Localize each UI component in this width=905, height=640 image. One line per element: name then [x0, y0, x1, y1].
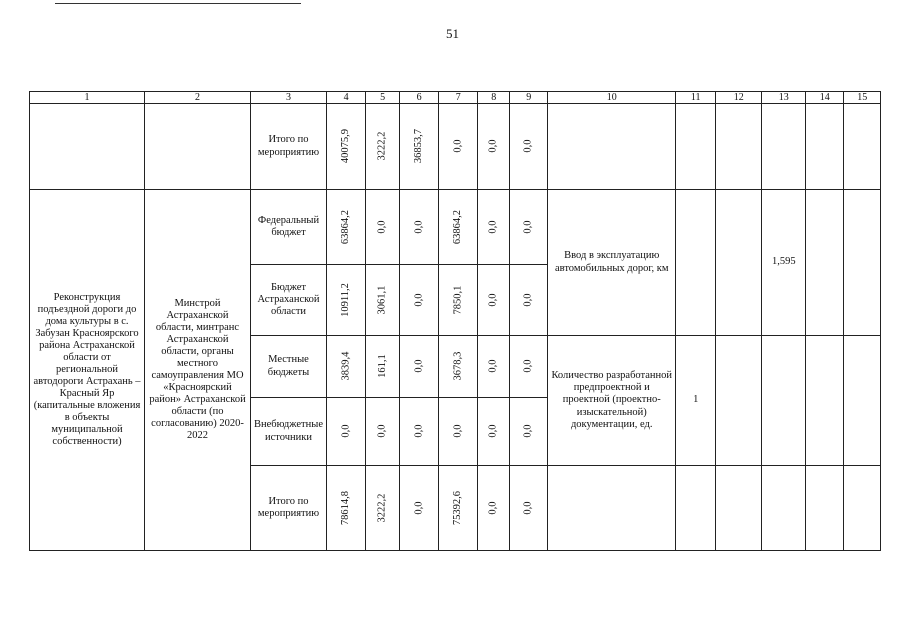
project-name: Реконструкция подъездной дороги до дома культуры в с. Забузан Красноярского района Астраханской области от региональной автодороги Астрахань – Красный Яр (капитальные вложения в объекты муниципальной собственности) [30, 190, 145, 551]
page-number: 51 [446, 26, 459, 41]
header-cell: 12 [716, 92, 762, 104]
value-cell: 0,0 [400, 190, 439, 265]
empty-cell [762, 466, 806, 551]
value-cell: 161,1 [366, 336, 400, 398]
value-cell: 0,0 [366, 398, 400, 466]
value-cell: 3678,3 [439, 336, 478, 398]
empty-cell [716, 104, 762, 190]
value-cell: 0,0 [478, 104, 510, 190]
value-cell: 0,0 [510, 466, 548, 551]
header-row [30, 92, 881, 104]
value-cell: 0,0 [439, 104, 478, 190]
value-cell: 0,0 [439, 398, 478, 466]
indicator-text: Ввод в эксплуатацию автомобильных дорог, км [548, 190, 676, 336]
value-cell: 7850,1 [439, 265, 478, 336]
indicator-col14 [806, 190, 844, 336]
value-cell: 0,0 [510, 398, 548, 466]
empty-cell [806, 104, 844, 190]
indicator-col14 [806, 336, 844, 466]
value-cell: 3222,2 [366, 466, 400, 551]
table-row [30, 190, 881, 265]
value-cell: 0,0 [400, 336, 439, 398]
top-rule [55, 3, 301, 4]
empty-cell [676, 104, 716, 190]
value-cell: 0,0 [400, 398, 439, 466]
header-cell: 6 [400, 92, 439, 104]
empty-cell [806, 466, 844, 551]
row-label: Внебюджетные источники [251, 398, 327, 466]
header-cell: 4 [327, 92, 366, 104]
header-cell: 14 [806, 92, 844, 104]
row-label: Федеральный бюджет [251, 190, 327, 265]
value-cell: 0,0 [478, 265, 510, 336]
header-cell: 13 [762, 92, 806, 104]
header-cell: 7 [439, 92, 478, 104]
value-cell: 3222,2 [366, 104, 400, 190]
value-cell: 63864,2 [327, 190, 366, 265]
value-cell: 0,0 [400, 265, 439, 336]
header-cell: 8 [478, 92, 510, 104]
value-cell: 0,0 [510, 265, 548, 336]
value-cell: 0,0 [510, 190, 548, 265]
value-cell: 0,0 [478, 336, 510, 398]
value-cell: 0,0 [510, 336, 548, 398]
table-row [30, 104, 881, 190]
indicator-col13: 1,595 [762, 190, 806, 336]
header-cell: 5 [366, 92, 400, 104]
empty-cell [676, 466, 716, 551]
indicator-col12 [716, 190, 762, 336]
empty-cell [844, 466, 881, 551]
value-cell: 10911,2 [327, 265, 366, 336]
value-cell: 0,0 [478, 466, 510, 551]
empty-cell [145, 104, 251, 190]
empty-cell [762, 104, 806, 190]
value-cell: 0,0 [510, 104, 548, 190]
project-executors: Минстрой Астраханской области, минтранс Астраханской области, органы местного самоуправления МО «Красноярский район» Астраханской области (по согласованию) 2020-2022 [145, 190, 251, 551]
header-cell: 10 [548, 92, 676, 104]
indicator-col13 [762, 336, 806, 466]
value-cell: 78614,8 [327, 466, 366, 551]
indicator-text: Количество разработанной предпроектной и проектной (проектно-изыскательной) документации, ед. [548, 336, 676, 466]
indicator-col11 [676, 190, 716, 336]
budget-table [29, 91, 881, 551]
row-label: Итого по мероприятию [251, 466, 327, 551]
header-cell: 1 [30, 92, 145, 104]
value-cell: 0,0 [327, 398, 366, 466]
indicator-col15 [844, 336, 881, 466]
header-cell: 2 [145, 92, 251, 104]
value-cell: 40075,9 [327, 104, 366, 190]
indicator-col11: 1 [676, 336, 716, 466]
empty-cell [844, 104, 881, 190]
value-cell: 0,0 [366, 190, 400, 265]
empty-cell [548, 466, 676, 551]
indicator-col12 [716, 336, 762, 466]
value-cell: 3839,4 [327, 336, 366, 398]
row-label: Итого по мероприятию [251, 104, 327, 190]
empty-cell [716, 466, 762, 551]
row-label: Бюджет Астраханской области [251, 265, 327, 336]
empty-cell [30, 104, 145, 190]
value-cell: 63864,2 [439, 190, 478, 265]
value-cell: 0,0 [478, 398, 510, 466]
empty-cell [548, 104, 676, 190]
header-cell: 15 [844, 92, 881, 104]
value-cell: 0,0 [400, 466, 439, 551]
row-label: Местные бюджеты [251, 336, 327, 398]
value-cell: 36853,7 [400, 104, 439, 190]
indicator-col15 [844, 190, 881, 336]
value-cell: 75392,6 [439, 466, 478, 551]
value-cell: 0,0 [478, 190, 510, 265]
value-cell: 3061,1 [366, 265, 400, 336]
header-cell: 9 [510, 92, 548, 104]
header-cell: 11 [676, 92, 716, 104]
header-cell: 3 [251, 92, 327, 104]
